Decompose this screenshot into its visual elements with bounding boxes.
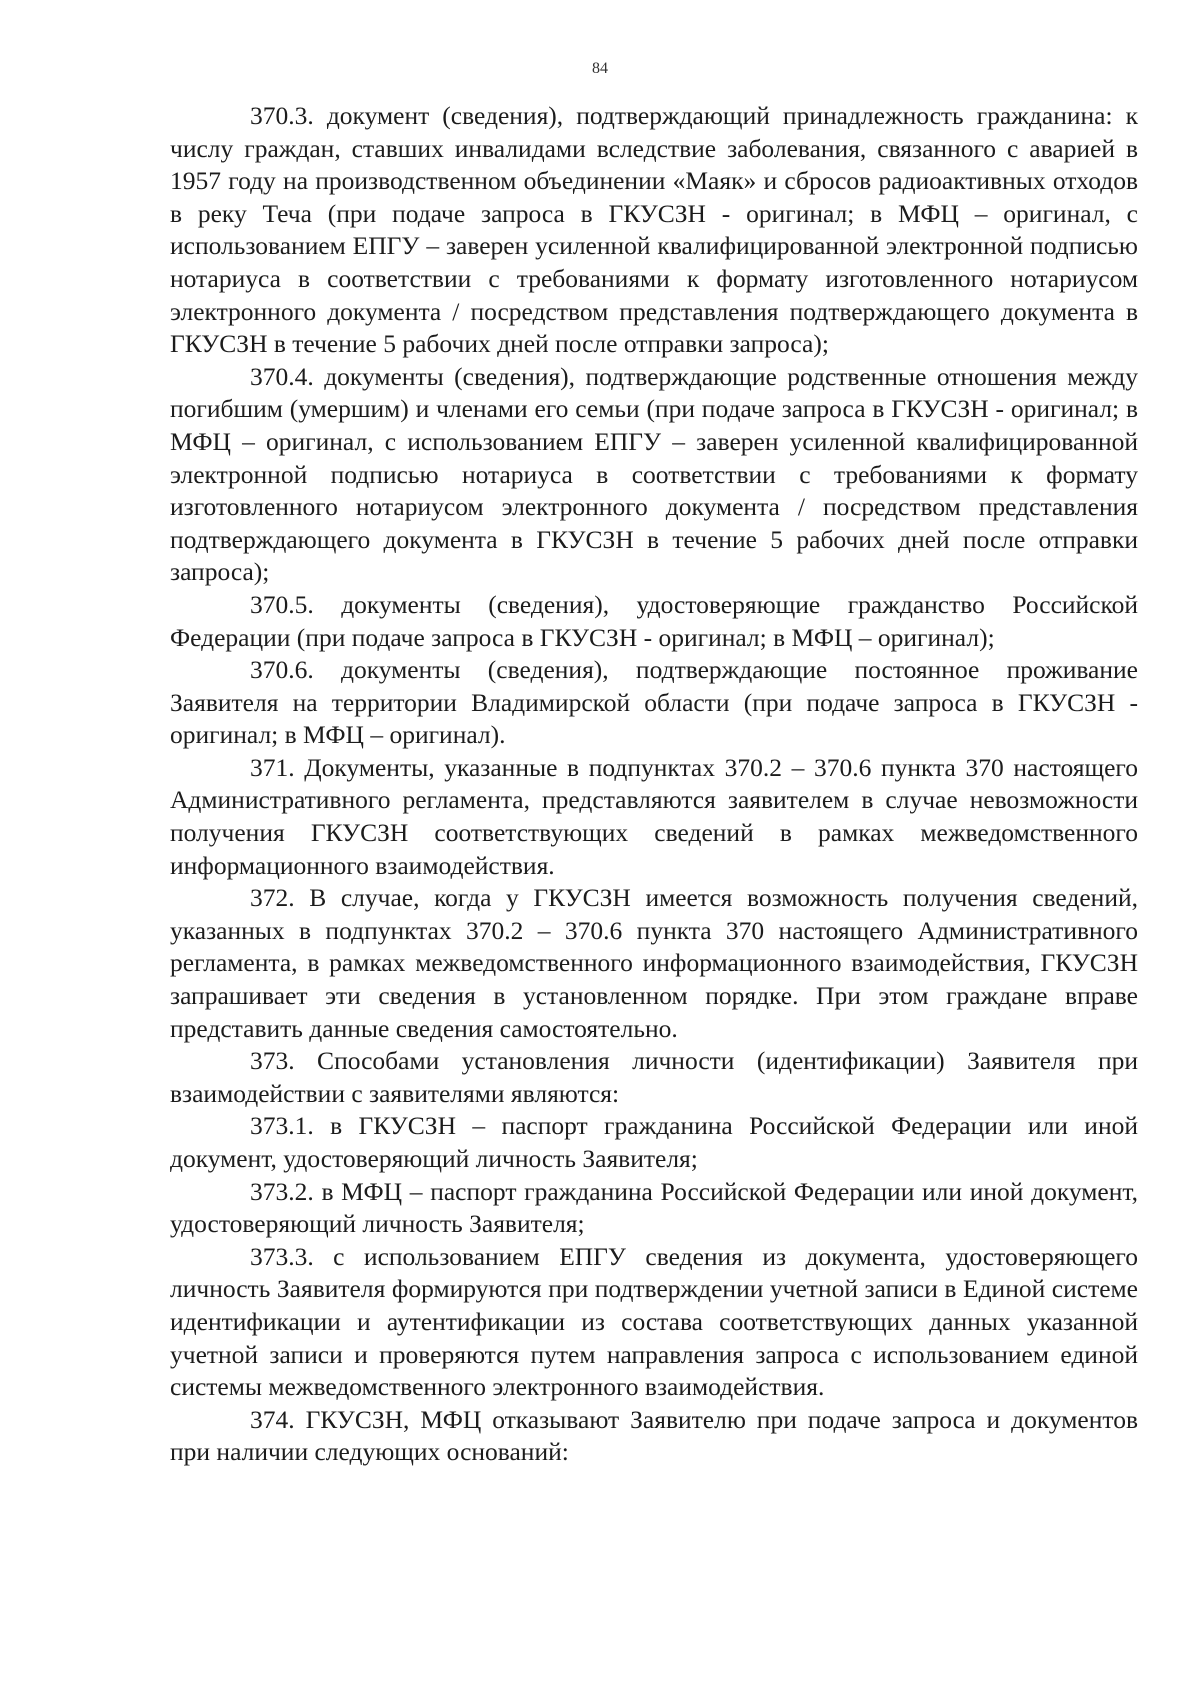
paragraph-374: 374. ГКУСЗН, МФЦ отказывают Заявителю при подаче запроса и документов при наличии следующих оснований: (170, 1404, 1138, 1467)
paragraph-373-3: 373.3. с использованием ЕПГУ сведения из документа, удостоверяющего личность Заявителя формируются при подтверждении учетной записи в Единой системе идентификации и аутентификации из состава соответствующих данных указанной учетной записи и проверяются путем направления запроса с использованием единой системы межведомственного электронного взаимодействия. (170, 1241, 1138, 1402)
paragraph-370-6: 370.6. документы (сведения), подтверждающие постоянное проживание Заявителя на территории Владимирской области (при подаче запроса в ГКУСЗН - оригинал; в МФЦ – оригинал). (170, 655, 1138, 750)
paragraph-372: 372. В случае, когда у ГКУСЗН имеется возможность получения сведений, указанных в подпунктах 370.2 – 370.6 пункта 370 настоящего Административного регламента, в рамках межведомственного информационного взаимодействия, ГКУСЗН запрашивает эти сведения в установленном порядке. При этом граждане вправе представить данные сведения самостоятельно. (170, 883, 1138, 1043)
paragraph-371: 371. Документы, указанные в подпунктах 370.2 – 370.6 пункта 370 настоящего Административного регламента, представляются заявителем в случае невозможности получения ГКУСЗН соответствующих сведений в рамках межведомственного информационного взаимодействия. (170, 752, 1138, 880)
document-body (170, 100, 1138, 1469)
paragraph-370-5: 370.5. документы (сведения), удостоверяющие гражданство Российской Федерации (при подаче запроса в ГКУСЗН - оригинал; в МФЦ – оригинал); (170, 589, 1138, 652)
page-number: 84 (592, 60, 608, 77)
paragraph-370-3: 370.3. документ (сведения), подтверждающий принадлежность гражданина: к числу граждан, ставших инвалидами вследствие заболевания, связанного с аварией в 1957 году на производственном объединении «Маяк» и сбросов радиоактивных отходов в реку Теча (при подаче запроса в ГКУСЗН - оригинал; в МФЦ – оригинал, с использованием ЕПГУ – заверен усиленной квалифицированной электронной подписью нотариуса в соответствии с требованиями к формату изготовленного нотариусом электронного документа / посредством представления подтверждающего документа в ГКУСЗН в течение 5 рабочих дней после отправки запроса); (170, 101, 1138, 359)
paragraph-370-4: 370.4. документы (сведения), подтверждающие родственные отношения между погибшим (умершим) и членами его семьи (при подаче запроса в ГКУСЗН - оригинал; в МФЦ – оригинал, с использованием ЕПГУ – заверен усиленной квалифицированной электронной подписью нотариуса в соответствии с требованиями к формату изготовленного нотариусом электронного документа / посредством представления подтверждающего документа в ГКУСЗН в течение 5 рабочих дней после отправки запроса); (170, 361, 1138, 587)
paragraph-373-2: 373.2. в МФЦ – паспорт гражданина Российской Федерации или иной документ, удостоверяющий личность Заявителя; (170, 1176, 1138, 1239)
paragraph-373: 373. Способами установления личности (идентификации) Заявителя при взаимодействии с заявителями являются: (170, 1046, 1138, 1108)
paragraph-373-1: 373.1. в ГКУСЗН – паспорт гражданина Российской Федерации или иной документ, удостоверяющий личность Заявителя; (170, 1111, 1138, 1173)
